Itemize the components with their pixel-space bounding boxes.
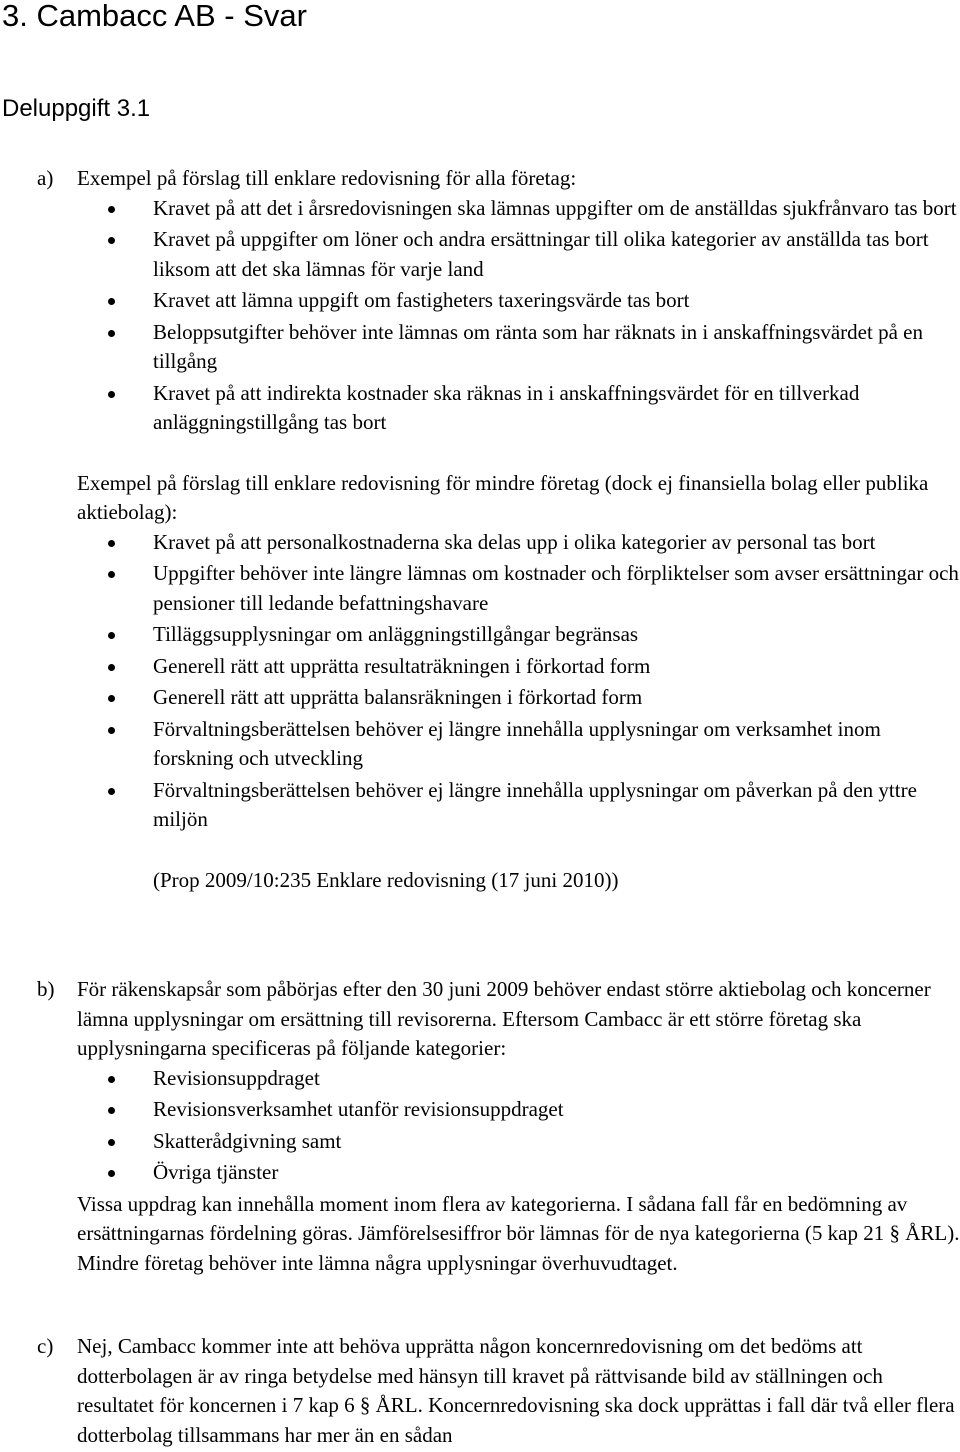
answer-b-body <box>77 975 960 1278</box>
answer-b-intro: För räkenskapsår som påbörjas efter den 30 juni 2009 behöver endast större aktiebolag och koncerner lämna upplysningar om ersättning till revisorerna. Eftersom Cambacc är ett större företag ska upplysningarna specificeras på följande kategorier: <box>77 977 931 1060</box>
list-item: Kravet på att indirekta kostnader ska räknas in i anskaffningsvärdet för en tillverkad anläggningstillgång tas bort <box>77 379 960 438</box>
answer-a-list-all-companies <box>77 194 960 438</box>
list-item: Skatterådgivning samt <box>77 1127 960 1157</box>
list-item: Kravet att lämna uppgift om fastigheters taxeringsvärde tas bort <box>77 286 960 316</box>
list-item: Tilläggsupplysningar om anläggningstillgångar begränsas <box>77 620 960 650</box>
list-item: Revisionsverksamhet utanför revisionsuppdraget <box>77 1095 960 1125</box>
answer-c-text: Nej, Cambacc kommer inte att behöva upprätta någon koncernredovisning om det bedöms att dotterbolagen är av ringa betydelse med hänsyn till kravet på rättvisande bild av ställningen och resultatet för koncernen i 7 kap 6 § ÅRL. Koncernredovisning ska dock upprättas i fall där två eller flera dotterbolag tillsammans har mer än en sådan <box>77 1334 955 1447</box>
answer-b <box>0 975 960 1278</box>
list-item: Generell rätt att upprätta resultaträkningen i förkortad form <box>77 652 960 682</box>
list-item: Beloppsutgifter behöver inte lämnas om ränta som har räknats in i anskaffningsvärdet på en tillgång <box>77 318 960 377</box>
answer-c-label: c) <box>37 1334 54 1358</box>
list-item: Generell rätt att upprätta balansräkningen i förkortad form <box>77 683 960 713</box>
list-item: Uppgifter behöver inte längre lämnas om kostnader och förpliktelser som avser ersättningar och pensioner till ledande befattningshavare <box>77 559 960 618</box>
list-item: Övriga tjänster <box>77 1158 960 1188</box>
answer-c <box>0 1332 960 1450</box>
list-item: Revisionsuppdraget <box>77 1064 960 1094</box>
answer-c-body <box>77 1332 960 1450</box>
list-item: Kravet på att personalkostnaderna ska delas upp i olika kategorier av personal tas bort <box>77 528 960 558</box>
answer-b-list <box>77 1064 960 1188</box>
answer-b-outro: Vissa uppdrag kan innehålla moment inom flera av kategorierna. I sådana fall får en bedömning av ersättningarnas fördelning göras. Jämförelsesiffror bör lämnas för de nya kategorierna (5 kap 21 § ÅRL). Mindre företag behöver inte lämna några upplysningar överhuvudtaget. <box>77 1191 960 1275</box>
answer-a <box>0 164 960 895</box>
section-heading: Deluppgift 3.1 <box>2 95 151 122</box>
answer-a-intro: Exempel på förslag till enklare redovisning för alla företag: <box>77 166 577 190</box>
answer-b-label: b) <box>37 977 55 1001</box>
answer-a-label: a) <box>37 166 54 190</box>
list-item: Förvaltningsberättelsen behöver ej längre innehålla upplysningar om påverkan på den yttre miljön <box>77 776 960 835</box>
reference: (Prop 2009/10:235 Enklare redovisning (17 juni 2010)) <box>153 867 619 892</box>
list-item: Kravet på att det i årsredovisningen ska lämnas uppgifter om de anställdas sjukfrånvaro tas bort <box>77 194 960 224</box>
page-title: 3. Cambacc AB - Svar <box>2 0 307 33</box>
answer-a-list-smaller-companies <box>77 528 960 835</box>
list-item: Kravet på uppgifter om löner och andra ersättningar till olika kategorier av anställda tas bort liksom att det ska lämnas för varje land <box>77 225 960 284</box>
answer-a-intro-2: Exempel på förslag till enklare redovisning för mindre företag (dock ej finansiella bolag eller publika aktiebolag): <box>77 470 929 524</box>
answer-a-body <box>77 164 960 895</box>
list-item: Förvaltningsberättelsen behöver ej längre innehålla upplysningar om verksamhet inom forskning och utveckling <box>77 715 960 774</box>
